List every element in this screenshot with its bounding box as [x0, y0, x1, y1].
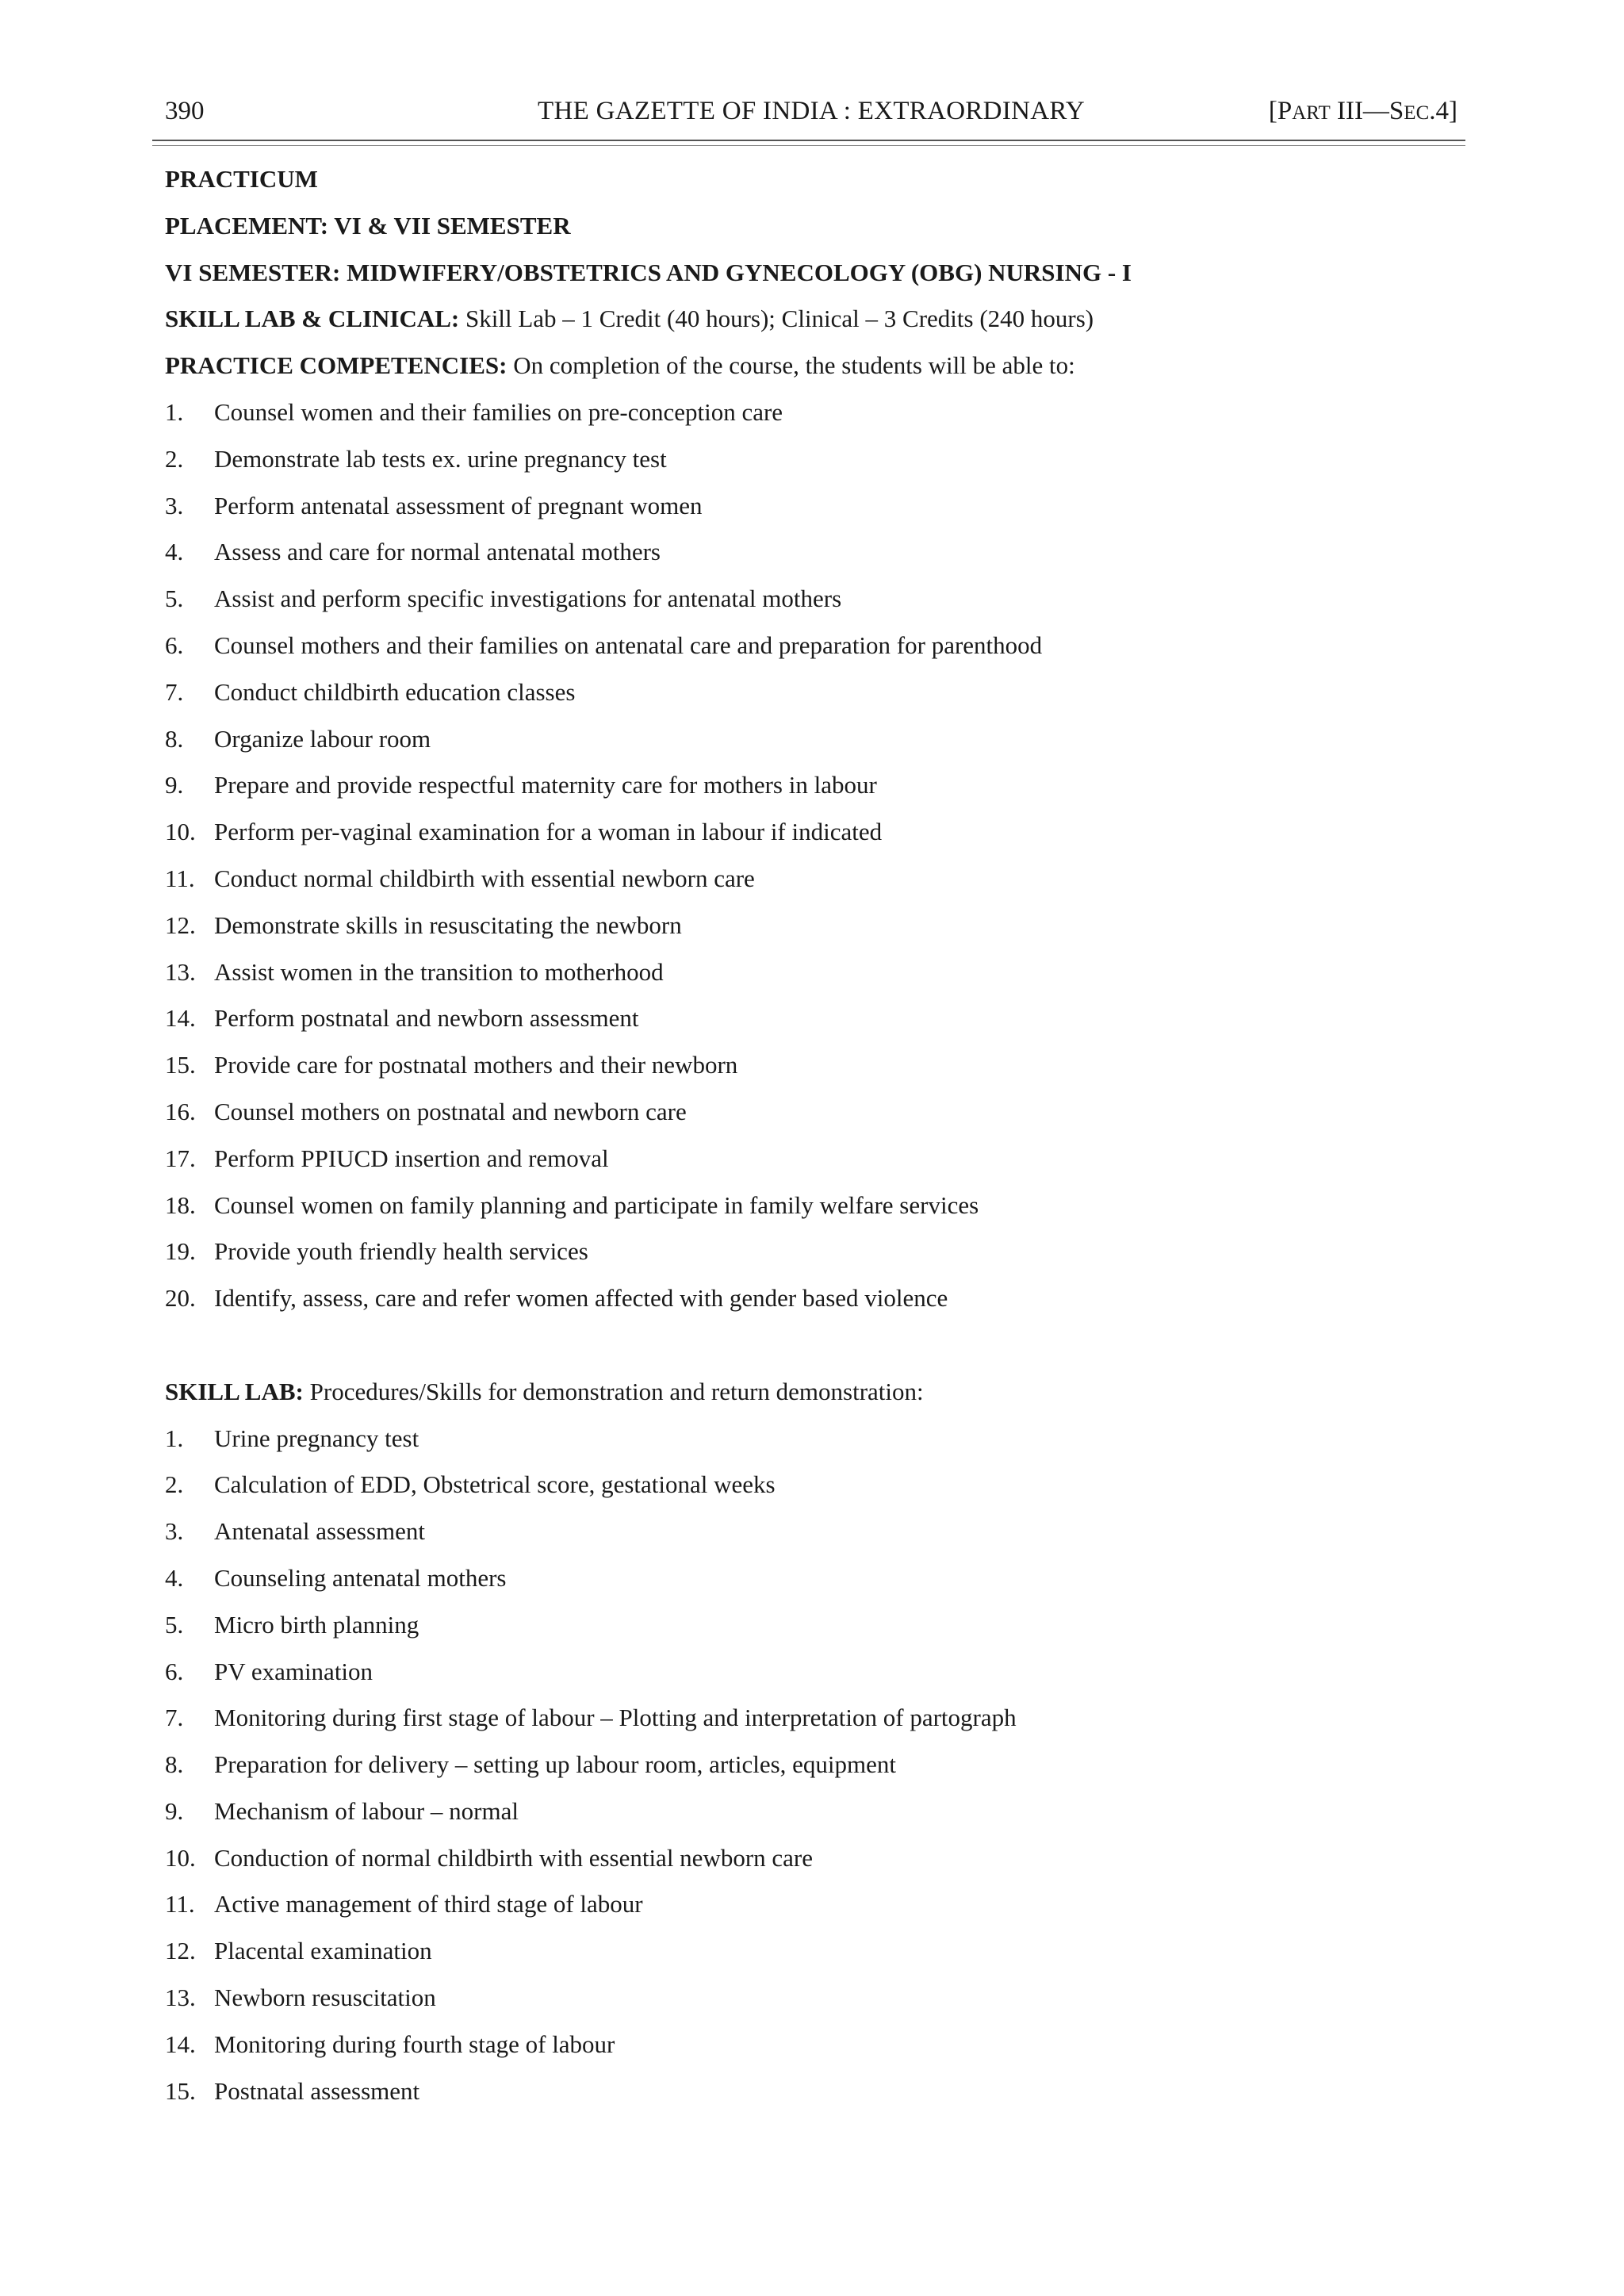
list-item: 5. Assist and perform specific investigations for antenatal mothers [165, 585, 842, 613]
list-item: 8. Preparation for delivery – setting up labour room, articles, equipment [165, 1750, 897, 1779]
list-item: 14. Perform postnatal and newborn assessment [165, 1004, 639, 1033]
list-item: 2. Demonstrate lab tests ex. urine pregnancy test [165, 444, 667, 473]
skill-clinical-line: SKILL LAB & CLINICAL: Skill Lab – 1 Credit (40 hours); Clinical – 3 Credits (240 hours) [165, 305, 1094, 333]
list-item: 6. PV examination [165, 1657, 373, 1685]
list-item: 18. Counsel women on family planning and participate in family welfare services [165, 1190, 979, 1219]
list-item: 10. Perform per-vaginal examination for a woman in labour if indicated [165, 818, 883, 846]
list-item: 1. Counsel women and their families on pre-conception care [165, 397, 783, 426]
list-item: 17. Perform PPIUCD insertion and removal [165, 1144, 609, 1172]
list-item: 3. Perform antenatal assessment of pregnant women [165, 491, 703, 519]
list-item: 14. Monitoring during fourth stage of labour [165, 2030, 615, 2058]
list-item: 11. Conduct normal childbirth with essential newborn care [165, 864, 755, 892]
list-item: 4. Assess and care for normal antenatal mothers [165, 538, 661, 566]
list-item: 13. Newborn resuscitation [165, 1984, 436, 2012]
list-item: 5. Micro birth planning [165, 1610, 419, 1639]
list-item: 1. Urine pregnancy test [165, 1424, 419, 1452]
skill-lab-list [165, 1423, 1465, 2122]
list-item: 6. Counsel mothers and their families on antenatal care and preparation for parenthood [165, 631, 1043, 659]
header-rule-bottom [152, 145, 1465, 146]
list-item: 15. Postnatal assessment [165, 2076, 420, 2105]
gazette-title: THE GAZETTE OF INDIA : EXTRAORDINARY [538, 97, 1085, 125]
page-number: 390 [165, 97, 205, 125]
competencies-list [165, 397, 1465, 1329]
page-header [165, 97, 1457, 135]
practicum-heading: PRACTICUM [165, 165, 318, 193]
competencies-intro: PRACTICE COMPETENCIES: On completion of the course, the students will be able to: [165, 351, 1075, 380]
list-item: 11. Active management of third stage of labour [165, 1890, 643, 1918]
list-item: 8. Organize labour room [165, 724, 431, 753]
semester-heading: VI SEMESTER: MIDWIFERY/OBSTETRICS AND GYNECOLOGY (OBG) NURSING - I [165, 258, 1132, 286]
list-item: 3. Antenatal assessment [165, 1517, 426, 1546]
list-item: 12. Placental examination [165, 1937, 432, 1965]
list-item: 19. Provide youth friendly health services [165, 1237, 588, 1266]
list-item: 13. Assist women in the transition to motherhood [165, 957, 664, 986]
list-item: 9. Mechanism of labour – normal [165, 1796, 519, 1825]
list-item: 7. Conduct childbirth education classes [165, 677, 576, 706]
list-item: 2. Calculation of EDD, Obstetrical score, gestational weeks [165, 1470, 776, 1499]
list-item: 20. Identify, assess, care and refer women affected with gender based violence [165, 1284, 948, 1313]
part-section-label: [PART III—SEC.4] [1268, 97, 1457, 125]
list-item: 15. Provide care for postnatal mothers and their newborn [165, 1051, 738, 1079]
list-item: 10. Conduction of normal childbirth with essential newborn care [165, 1843, 814, 1872]
list-item: 7. Monitoring during first stage of labour – Plotting and interpretation of partograph [165, 1704, 1017, 1732]
list-item: 9. Prepare and provide respectful maternity care for mothers in labour [165, 771, 877, 799]
placement-heading: PLACEMENT: VI & VII SEMESTER [165, 211, 571, 240]
list-item: 4. Counseling antenatal mothers [165, 1563, 507, 1592]
skill-lab-intro: SKILL LAB: Procedures/Skills for demonstration and return demonstration: [165, 1377, 924, 1405]
page-content [165, 163, 1465, 2122]
list-item: 12. Demonstrate skills in resuscitating the newborn [165, 910, 682, 939]
header-rule-top [152, 140, 1465, 141]
section-spacer [165, 1329, 1465, 1376]
list-item: 16. Counsel mothers on postnatal and newborn care [165, 1097, 687, 1125]
